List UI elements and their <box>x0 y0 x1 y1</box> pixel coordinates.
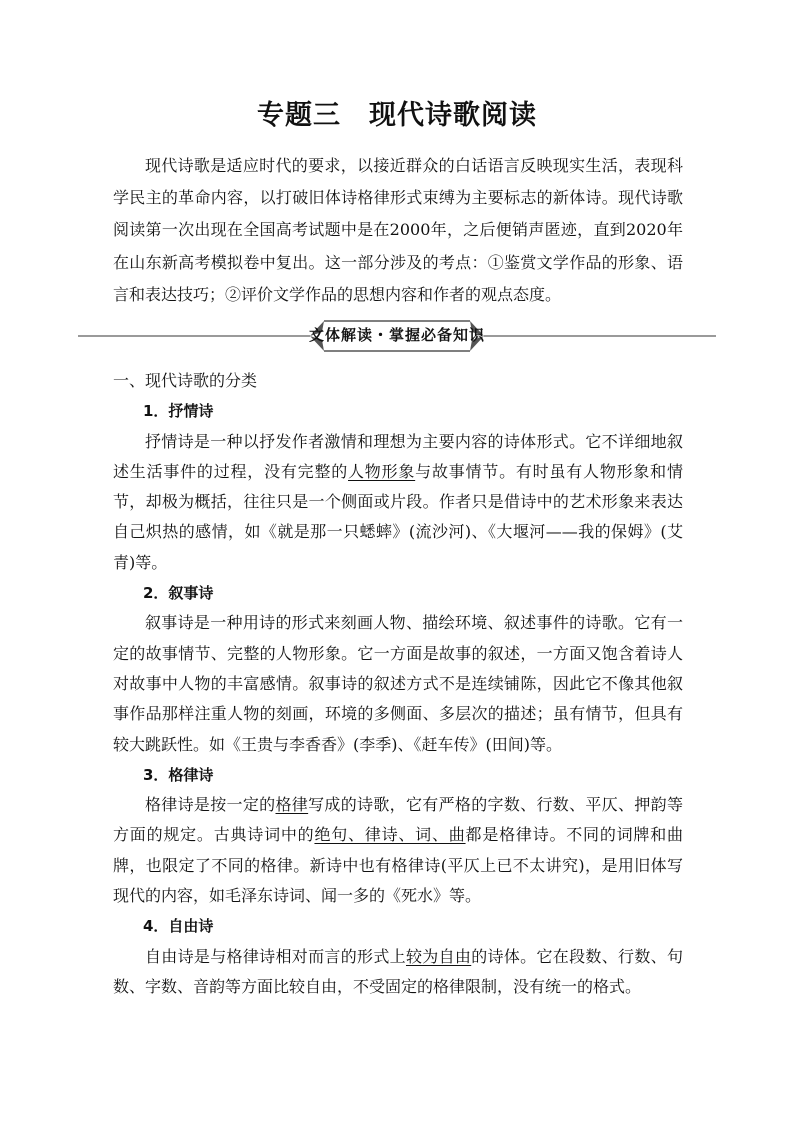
document-body <box>113 366 683 1002</box>
paragraph-lyric <box>113 427 683 578</box>
text-run: 抒情诗是一种以抒发作者激情和理想为主要内容的诗体形式。它不详细地叙述生活事件的过程，没有完整的 <box>113 431 683 481</box>
page-title: 专题三 现代诗歌阅读 <box>257 100 537 131</box>
section-banner <box>78 318 716 354</box>
paragraph-free <box>113 942 683 1003</box>
underlined-term: 人物形象 <box>348 461 416 481</box>
text-run: 自由诗是与格律诗相对而言的形式上 <box>145 946 406 966</box>
paragraph-narrative: 叙事诗是一种用诗的形式来刻画人物、描绘环境、叙述事件的诗歌。它有一定的故事情节、完整的人物形象。它一方面是故事的叙述，一方面又饱含着诗人对故事中人物的丰富感情。叙事诗的叙述方式不是连续铺陈，因此它不像其他叙事作品那样注重人物的刻画，环境的多侧面、多层次的描述；虽有情节，但具有较大跳跃性。如《王贵与李香香》(李季)、《赶车传》(田间)等。 <box>113 613 683 754</box>
text-run: 写成的诗歌，它有严格的字数、行数、平仄、押韵等方面的规定。古典诗词中的 <box>113 795 683 845</box>
underlined-term: 较为自由 <box>405 946 472 966</box>
underlined-term: 格律 <box>275 795 309 815</box>
heading-lyric: 1．抒情诗 <box>143 402 214 421</box>
section-heading: 一、现代诗歌的分类 <box>113 371 258 390</box>
intro-paragraph: 现代诗歌是适应时代的要求，以接近群众的白话语言反映现实生活，表现科学民主的革命内容，以打破旧体诗格律形式束缚为主要标志的新体诗。现代诗歌阅读第一次出现在全国高考试题中是在2000年，之后便销声匿迹，直到2020年在山东新高考模拟卷中复出。这一部分涉及的考点：①鉴赏文学作品的形象、语言和表达技巧；②评价文学作品的思想内容和作者的观点态度。 <box>113 156 683 304</box>
text-run: 都是格律诗。不同的词牌和曲牌，也限定了不同的格律。新诗中也有格律诗(平仄上已不太讲究)，是用旧体写现代的内容，如毛泽东诗词、闻一多的《死水》等。 <box>113 825 683 906</box>
heading-free: 4．自由诗 <box>143 917 214 936</box>
underlined-term: 绝句、律诗、词、曲 <box>314 825 466 845</box>
banner-label: 文体解读・掌握必备知识 <box>308 326 485 344</box>
text-run: 与故事情节。有时虽有人物形象和情节，却极为概括，往往只是一个侧面或片段。作者只是借诗中的艺术形象来表达自己炽热的感情，如《就是那一只蟋蟀》(流沙河)、《大堰河——我的保姆》(艾青)等。 <box>113 461 683 572</box>
paragraph-metrical <box>113 790 683 911</box>
heading-metrical: 3．格律诗 <box>143 765 214 784</box>
text-run: 的诗体。它在段数、行数、句数、字数、音韵等方面比较自由，不受固定的格律限制，没有统一的格式。 <box>113 946 683 996</box>
heading-narrative: 2．叙事诗 <box>143 584 214 603</box>
text-run: 格律诗是按一定的 <box>145 795 276 815</box>
